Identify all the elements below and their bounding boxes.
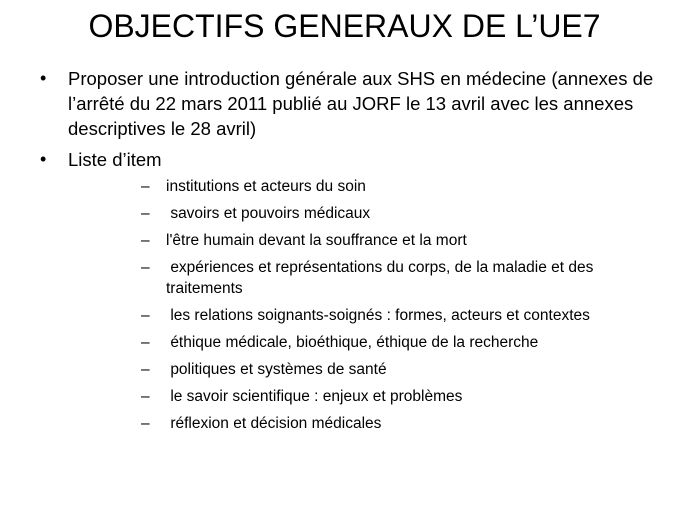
dash-icon: – (141, 259, 150, 276)
sub-item-text: éthique médicale, bioéthique, éthique de la recherche (166, 334, 539, 351)
sub-item-text: expériences et représentations du corps, de la maladie et des traitements (166, 259, 598, 297)
sub-item (137, 257, 669, 299)
sub-item-text: l'être humain devant la souffrance et la mort (166, 232, 467, 249)
bullet-text: Proposer une introduction générale aux SHS en médecine (annexes de l’arrêté du 22 mars 2011 publié au JORF le 13 avril avec les annexes descriptives le 28 avril) (68, 68, 654, 139)
sub-item (137, 305, 669, 326)
bullet-introduction (0, 66, 689, 141)
bullet-text: Liste d’item (68, 149, 162, 170)
bullet-item-list (0, 147, 689, 434)
dash-icon: – (141, 178, 150, 195)
sub-item (137, 332, 669, 353)
sub-item (137, 176, 669, 197)
dash-icon: – (141, 415, 150, 432)
bullet-icon: • (40, 68, 47, 88)
sub-item-text: savoirs et pouvoirs médicaux (166, 205, 371, 222)
sub-item (137, 359, 669, 380)
sub-item-text: le savoir scientifique : enjeux et problèmes (166, 388, 463, 405)
dash-icon: – (141, 361, 150, 378)
bullet-icon: • (40, 149, 47, 169)
dash-icon: – (141, 388, 150, 405)
sub-item (137, 386, 669, 407)
bullet-list (0, 66, 689, 440)
sub-item (137, 413, 669, 434)
sub-item-text: institutions et acteurs du soin (166, 178, 366, 195)
dash-icon: – (141, 205, 150, 222)
sub-item-list (68, 176, 669, 434)
sub-item-text: réflexion et décision médicales (166, 415, 382, 432)
sub-item-text: politiques et systèmes de santé (166, 361, 387, 378)
sub-item (137, 230, 669, 251)
dash-icon: – (141, 307, 150, 324)
slide-title: OBJECTIFS GENERAUX DE L’UE7 (88, 8, 601, 44)
dash-icon: – (141, 334, 150, 351)
sub-item (137, 203, 669, 224)
sub-item-text: les relations soignants-soignés : formes, acteurs et contextes (166, 307, 590, 324)
dash-icon: – (141, 232, 150, 249)
